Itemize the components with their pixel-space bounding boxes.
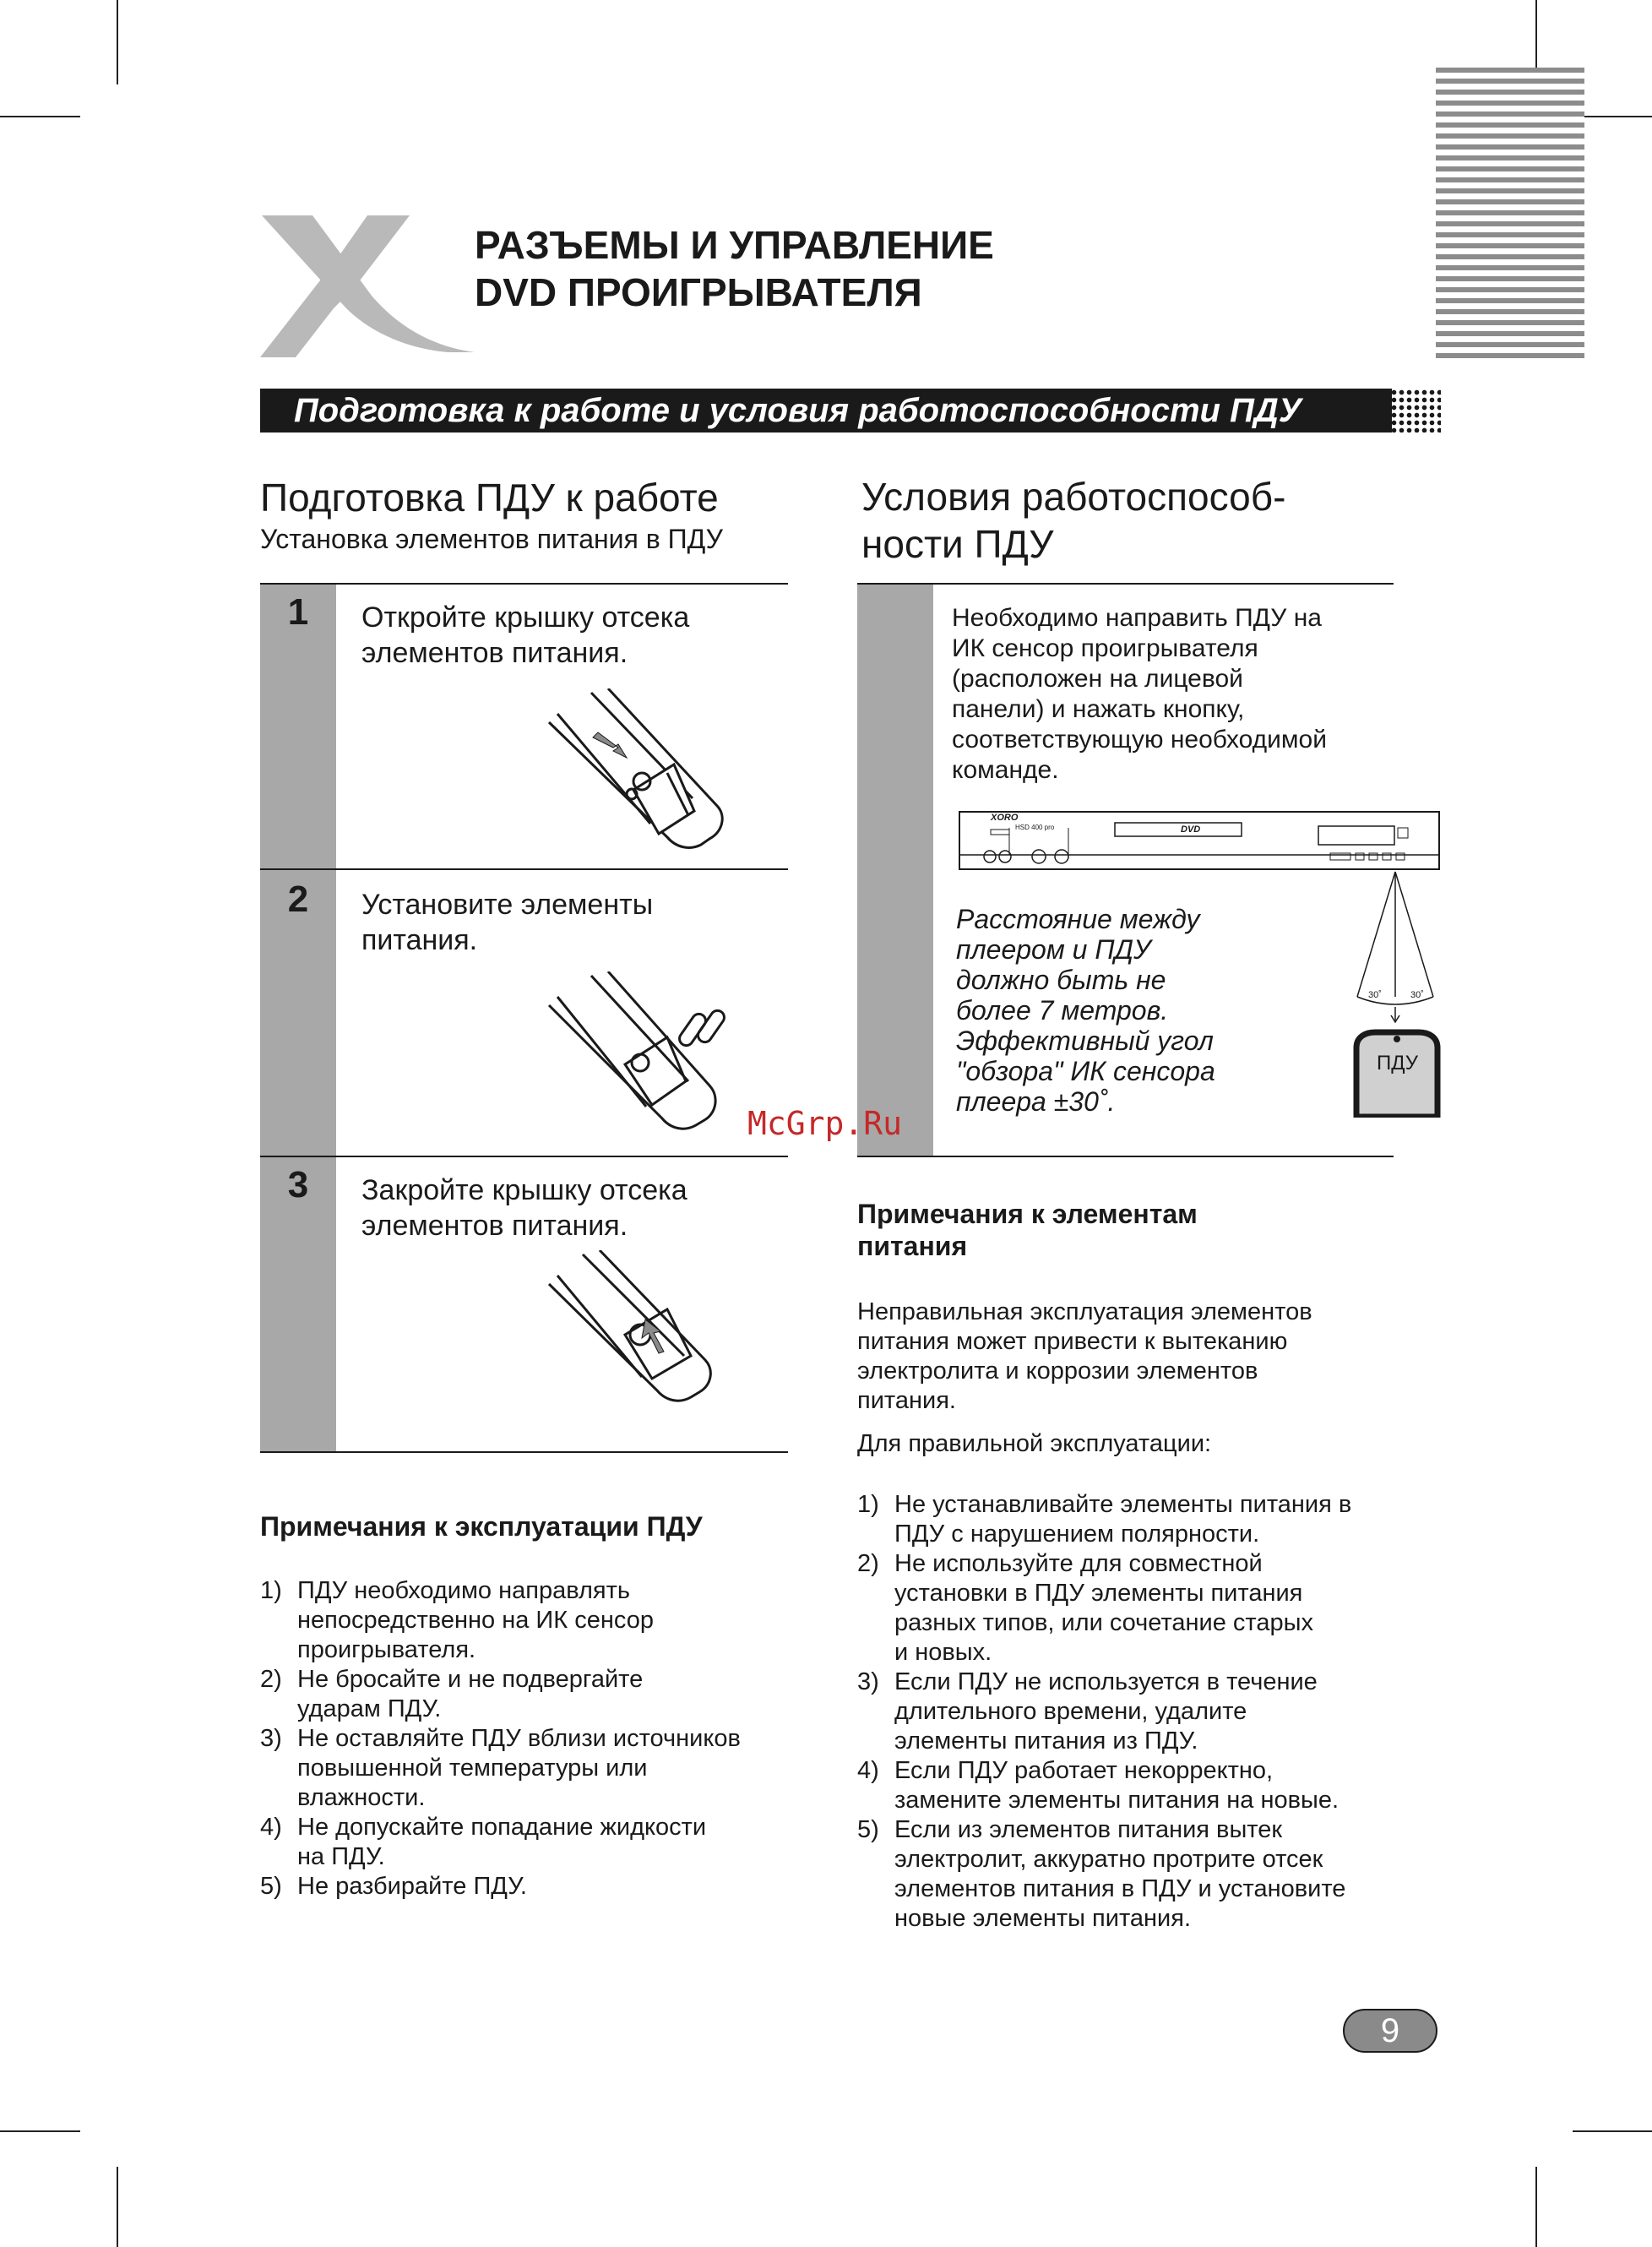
divider [260, 1451, 788, 1453]
right-heading [861, 473, 1285, 568]
player-model-label: HSD 400 pro [1015, 824, 1055, 831]
left-subheading: Установка элементов питания в ПДУ [260, 524, 723, 554]
step-text [361, 887, 653, 958]
list-item-line: влажности. [297, 1784, 426, 1811]
text-line: Эффективный угол [956, 1026, 1214, 1056]
step-text-line: элементов питания. [361, 1210, 628, 1242]
step-text-line: Откройте крышку отсека [361, 601, 690, 634]
list-item [857, 1815, 1351, 1934]
list-item-line: Не допускайте попадание жидкости [297, 1814, 707, 1841]
list-item-number: 2) [260, 1666, 282, 1693]
right-heading-line: ности ПДУ [861, 522, 1054, 566]
decorative-stripes [1436, 68, 1584, 359]
steps-gray-column [260, 585, 336, 1451]
list-item-line: Не используйте для совместной [894, 1550, 1263, 1577]
section-banner-title: Подготовка к работе и условия работоспособности ПДУ [294, 392, 1301, 429]
list-item-line: Не бросайте и не подвергайте [297, 1666, 644, 1693]
crop-mark [1573, 2130, 1652, 2132]
title-line: питания [857, 1231, 968, 1261]
text-line: должно быть не [956, 965, 1166, 995]
remote-open-cover-illustration [541, 688, 726, 857]
divider [857, 583, 1394, 585]
list-item [857, 1668, 1351, 1756]
list-item [857, 1490, 1351, 1549]
conditions-intro [952, 603, 1327, 786]
dvd-player-front-panel-illustration [959, 811, 1440, 872]
left-notes-title: Примечания к эксплуатации ПДУ [260, 1511, 703, 1542]
battery-intro [857, 1298, 1312, 1416]
crop-mark [117, 2167, 118, 2247]
left-heading: Подготовка ПДУ к работе [260, 476, 719, 520]
step-text-line: элементов питания. [361, 637, 628, 669]
text-line: ИК сенсор проигрывателя [952, 634, 1258, 662]
list-item [857, 1549, 1351, 1668]
list-item [260, 1724, 741, 1813]
list-item [260, 1576, 741, 1665]
list-item-number: 1) [857, 1491, 879, 1518]
remote-close-cover-illustration [541, 1250, 726, 1411]
divider [260, 1156, 788, 1157]
list-item-line: Если ПДУ работает некорректно, [894, 1757, 1274, 1784]
text-line: Неправильная эксплуатация элементов [857, 1298, 1312, 1325]
list-item-number: 4) [857, 1757, 879, 1784]
list-item-line: Не устанавливайте элементы питания в [894, 1491, 1352, 1518]
crop-mark [0, 2130, 80, 2132]
divider [260, 583, 788, 585]
text-line: более 7 метров. [956, 995, 1169, 1026]
page-title [475, 221, 994, 316]
list-item-line: повышенной температуры или [297, 1755, 648, 1782]
battery-proper-use: Для правильной эксплуатации: [857, 1430, 1212, 1457]
crop-mark [1535, 2167, 1537, 2247]
text-line: электролита и коррозии элементов [857, 1357, 1258, 1385]
list-item-number: 4) [260, 1814, 282, 1841]
list-item [260, 1872, 741, 1902]
player-brand-label: XORO [991, 813, 1019, 823]
text-line: "обзора" ИК сенсора [956, 1056, 1215, 1086]
list-item-line: непосредственно на ИК сенсор [297, 1607, 654, 1634]
list-item-line: ПДУ необходимо направлять [297, 1577, 630, 1604]
battery-notes-title [857, 1198, 1198, 1262]
list-item-number: 2) [857, 1550, 879, 1577]
text-line: питания. [857, 1387, 956, 1414]
list-item-line: на ПДУ. [297, 1843, 385, 1870]
step-number: 2 [287, 879, 309, 920]
list-item-line: элементов питания в ПДУ и установите [894, 1875, 1346, 1902]
list-item-line: Если из элементов питания вытек [894, 1816, 1283, 1843]
step-text-line: Закройте крышку отсека [361, 1174, 687, 1206]
list-item [260, 1813, 741, 1872]
watermark-link[interactable]: McGrp.Ru [747, 1105, 903, 1142]
step-text [361, 600, 689, 671]
text-line: плеера ±30˚. [956, 1086, 1116, 1117]
text-line: (расположен на лицевой [952, 665, 1243, 693]
step-number: 3 [287, 1164, 309, 1205]
crop-mark [117, 0, 118, 84]
text-line: соответствующую необходимой [952, 726, 1327, 754]
right-heading-line: Условия работоспособ- [861, 475, 1286, 519]
banner-dots [1390, 389, 1441, 433]
list-item-number: 1) [260, 1577, 282, 1604]
list-item-number: 3) [260, 1725, 282, 1752]
divider [857, 1156, 1394, 1157]
list-item-line: электролит, аккуратно протрите отсек [894, 1846, 1323, 1873]
remote-label: ПДУ [1376, 1052, 1419, 1075]
divider [260, 868, 788, 870]
x-logo-icon [253, 207, 481, 359]
text-line: команде. [952, 756, 1059, 784]
list-item-line: ПДУ с нарушением полярности. [894, 1521, 1260, 1548]
list-item-line: Если ПДУ не используется в течение [894, 1668, 1318, 1695]
list-item-line: замените элементы питания на новые. [894, 1787, 1340, 1814]
list-item-line: ударам ПДУ. [297, 1695, 442, 1722]
step-text [361, 1172, 687, 1243]
player-dvd-label: DVD [1181, 824, 1201, 835]
list-item-number: 5) [260, 1873, 282, 1900]
list-item-line: и новых. [894, 1639, 992, 1666]
page-title-line: РАЗЪЕМЫ И УПРАВЛЕНИЕ [475, 223, 994, 267]
list-item-line: Не оставляйте ПДУ вблизи источников [297, 1725, 741, 1752]
battery-notes-list [857, 1490, 1351, 1934]
title-line: Примечания к элементам [857, 1199, 1198, 1229]
list-item-line: Не разбирайте ПДУ. [297, 1873, 527, 1900]
conditions-gray-column [857, 585, 933, 1157]
angle-right-label: 30˚ [1410, 990, 1424, 1000]
list-item [857, 1756, 1351, 1815]
text-line: панели) и нажать кнопку, [952, 695, 1245, 723]
crop-mark [1573, 116, 1652, 117]
list-item-line: установки в ПДУ элементы питания [894, 1580, 1303, 1607]
step-text-line: Установите элементы [361, 889, 654, 921]
left-notes-list [260, 1576, 741, 1902]
ir-angle-diagram [1347, 870, 1444, 1031]
list-item-line: новые элементы питания. [894, 1905, 1192, 1932]
list-item-line: длительного времени, удалите [894, 1698, 1247, 1725]
text-line: Расстояние между [956, 904, 1200, 934]
crop-mark [0, 116, 80, 117]
distance-note [956, 904, 1215, 1117]
step-number: 1 [287, 591, 309, 633]
list-item-number: 3) [857, 1668, 879, 1695]
text-line: питания может привести к вытеканию [857, 1328, 1288, 1355]
text-line: плеером и ПДУ [956, 934, 1151, 965]
page-title-line: DVD ПРОИГРЫВАТЕЛЯ [475, 270, 922, 314]
list-item-line: элементы питания из ПДУ. [894, 1727, 1198, 1755]
remote-insert-batteries-illustration [541, 971, 735, 1140]
list-item [260, 1665, 741, 1724]
angle-left-label: 30˚ [1368, 990, 1382, 1000]
list-item-number: 5) [857, 1816, 879, 1843]
list-item-line: проигрывателя. [297, 1636, 476, 1663]
page-number: 9 [1380, 2012, 1400, 2049]
step-text-line: питания. [361, 924, 478, 956]
list-item-line: разных типов, или сочетание старых [894, 1609, 1313, 1636]
text-line: Необходимо направить ПДУ на [952, 604, 1322, 632]
